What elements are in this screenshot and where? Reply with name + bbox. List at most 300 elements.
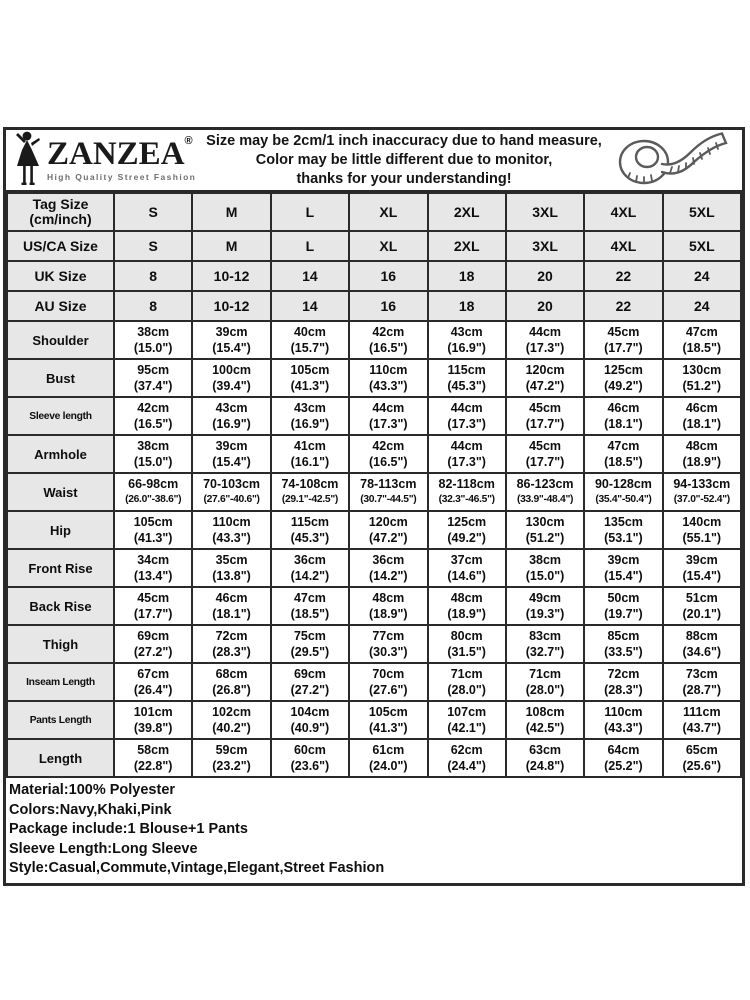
cell-line: 120cm — [525, 363, 565, 377]
size-cell — [584, 321, 662, 359]
size-cell — [584, 291, 662, 321]
cell-line: 88cm — [685, 629, 718, 643]
cell-line: S — [148, 204, 158, 220]
size-cell — [663, 587, 741, 625]
cell-line: 69cm — [293, 667, 326, 681]
cell-line: 36cm — [293, 553, 326, 567]
cell-line: M — [225, 238, 238, 254]
cell-line: 69cm — [137, 629, 170, 643]
size-cell — [271, 193, 349, 231]
size-cell — [271, 231, 349, 261]
cell-line: 110cm — [369, 363, 408, 377]
cell-line: 105cm — [133, 515, 173, 529]
cell-line: 120cm — [368, 515, 408, 529]
size-cell — [663, 625, 741, 663]
size-cell — [114, 587, 192, 625]
size-cell — [506, 231, 584, 261]
cell-line: (24.8") — [525, 759, 565, 773]
cell-line: (41.3") — [290, 379, 330, 393]
cell-line: AU Size — [34, 297, 87, 314]
size-cell — [663, 511, 741, 549]
cell-line: (40.9") — [290, 721, 330, 735]
cell-line: Inseam Length — [26, 676, 95, 688]
cell-line: (39.4") — [212, 379, 251, 393]
row-label — [7, 261, 114, 291]
cell-line: 140cm — [682, 515, 722, 529]
size-cell — [271, 473, 349, 511]
table-row — [7, 511, 741, 549]
cell-line: 60cm — [293, 743, 326, 757]
cell-line: 20 — [537, 298, 553, 314]
size-cell — [192, 663, 270, 701]
cell-line: Length — [38, 750, 83, 766]
size-cell — [271, 663, 349, 701]
cell-line: 24 — [694, 268, 710, 284]
cell-line: (14.6") — [447, 569, 486, 583]
cell-line: (13.4") — [133, 569, 173, 583]
size-cell — [584, 473, 662, 511]
cell-line: 43cm — [293, 401, 326, 415]
cell-line: 16 — [380, 298, 397, 314]
cell-line: S — [148, 238, 158, 254]
size-cell — [114, 701, 192, 739]
size-cell — [506, 321, 584, 359]
cell-line: (53.1") — [604, 531, 643, 545]
size-cell — [114, 261, 192, 291]
cell-line: (19.3") — [525, 607, 565, 621]
size-cell — [349, 435, 427, 473]
cell-line: (29.5") — [290, 645, 330, 659]
cell-line: (18.1") — [604, 417, 643, 431]
cell-line: (16.9") — [447, 341, 486, 355]
brand-text — [47, 135, 197, 183]
cell-line: 70cm — [372, 667, 405, 681]
tape-measure-icon — [604, 132, 742, 188]
size-cell — [271, 359, 349, 397]
cell-line: 51cm — [685, 591, 718, 605]
size-cell — [114, 291, 192, 321]
cell-line: (18.9") — [369, 607, 408, 621]
size-cell — [349, 321, 427, 359]
cell-line: (41.3") — [133, 531, 173, 545]
cell-line: 65cm — [685, 743, 718, 757]
cell-line: 61cm — [372, 743, 405, 757]
cell-line: (22.8") — [133, 759, 173, 773]
cell-line: (17.3") — [447, 455, 486, 469]
size-cell — [584, 701, 662, 739]
cell-line: 105cm — [290, 363, 330, 377]
size-cell — [428, 231, 506, 261]
cell-line: (18.9") — [447, 607, 486, 621]
size-cell — [114, 549, 192, 587]
cell-line: 18 — [458, 268, 475, 284]
size-cell — [584, 625, 662, 663]
size-cell — [192, 321, 270, 359]
cell-line: (18.1") — [212, 607, 251, 621]
size-cell — [506, 291, 584, 321]
size-cell — [271, 549, 349, 587]
note-line: Style:Casual,Commute,Vintage,Elegant,Street Fashion — [9, 860, 385, 876]
cell-line: 45cm — [529, 439, 562, 453]
cell-line: 135cm — [603, 515, 643, 529]
size-cell — [349, 511, 427, 549]
note-line: Sleeve Length:Long Sleeve — [9, 840, 198, 857]
cell-line: 36cm — [372, 553, 405, 567]
size-cell — [114, 511, 192, 549]
size-cell — [584, 435, 662, 473]
size-cell — [271, 511, 349, 549]
cell-line: (55.1") — [682, 531, 722, 545]
cell-line: (24.0") — [369, 759, 408, 773]
size-cell — [428, 663, 506, 701]
cell-line: (49.2") — [604, 379, 643, 393]
cell-line: L — [305, 238, 315, 254]
cell-line: 78-113cm — [360, 477, 417, 491]
cell-line: 4XL — [610, 204, 637, 220]
cell-line: (18.1") — [682, 417, 722, 431]
cell-line: 62cm — [450, 743, 483, 757]
row-label — [7, 321, 114, 359]
table-row — [7, 701, 741, 739]
cell-line: (41.3") — [369, 721, 408, 735]
cell-line: (17.7") — [525, 417, 565, 431]
size-cell — [584, 397, 662, 435]
cell-line: 72cm — [215, 629, 248, 643]
cell-line: 5XL — [688, 204, 715, 220]
cell-line: (51.2") — [682, 379, 722, 393]
cell-line: 71cm — [529, 667, 562, 681]
size-cell — [114, 193, 192, 231]
cell-line: (26.8") — [212, 683, 251, 697]
cell-line: (28.3") — [212, 645, 251, 659]
cell-line: 48cm — [685, 439, 718, 453]
brand-name: ZANZEA — [47, 136, 185, 173]
cell-line: 48cm — [450, 591, 483, 605]
cell-line: 22 — [615, 298, 632, 314]
cell-line: (17.7") — [133, 607, 173, 621]
size-cell — [192, 511, 270, 549]
table-row — [7, 291, 741, 321]
cell-line: 39cm — [685, 553, 718, 567]
size-cell — [349, 397, 427, 435]
size-cell — [192, 359, 270, 397]
cell-line: Front Rise — [28, 560, 93, 576]
size-cell — [584, 193, 662, 231]
cell-line: (25.6") — [682, 759, 722, 773]
size-table — [6, 192, 742, 778]
cell-line: 10-12 — [213, 298, 250, 314]
cell-line: 41cm — [293, 439, 326, 453]
cell-line: (27.2") — [290, 683, 330, 697]
size-cell — [663, 231, 741, 261]
cell-line: 49cm — [529, 591, 562, 605]
row-label — [7, 473, 114, 511]
size-cell — [584, 359, 662, 397]
cell-line: 5XL — [688, 238, 715, 254]
cell-line: 18 — [458, 298, 475, 314]
cell-line: (18.9") — [682, 455, 722, 469]
cell-line: 77cm — [372, 629, 405, 643]
cell-line: (31.5") — [447, 645, 486, 659]
size-cell — [349, 625, 427, 663]
size-cell — [271, 261, 349, 291]
cell-line: 38cm — [137, 439, 170, 453]
cell-line: 39cm — [215, 325, 248, 339]
cell-line: (15.4") — [212, 341, 251, 355]
cell-line: 47cm — [293, 591, 326, 605]
cell-line: 3XL — [532, 238, 558, 254]
header — [6, 130, 742, 192]
table-row — [7, 359, 741, 397]
size-cell — [663, 663, 741, 701]
table-row — [7, 473, 741, 511]
size-cell — [663, 291, 741, 321]
row-label — [7, 549, 114, 587]
cell-line: (43.3") — [212, 531, 251, 545]
disclaimer-line: thanks for your understanding! — [296, 170, 512, 187]
size-cell — [192, 587, 270, 625]
cell-line: 8 — [149, 298, 158, 314]
cell-line: 64cm — [607, 743, 640, 757]
cell-line: (16.5") — [369, 341, 408, 355]
table-row — [7, 231, 741, 261]
cell-line: 46cm — [607, 401, 640, 415]
size-cell — [663, 435, 741, 473]
cell-line: 115cm — [447, 363, 486, 377]
size-cell — [428, 739, 506, 777]
cell-line: (16.9") — [212, 417, 251, 431]
size-cell — [506, 701, 584, 739]
size-cell — [506, 587, 584, 625]
cell-line: (40.2") — [212, 721, 251, 735]
cell-line: (18.5") — [604, 455, 643, 469]
cell-line: 67cm — [137, 667, 170, 681]
cell-line: 82-118cm — [438, 477, 495, 491]
cell-line: 46cm — [685, 401, 718, 415]
cell-line: 102cm — [212, 705, 252, 719]
size-cell — [192, 261, 270, 291]
cell-line: 44cm — [450, 439, 483, 453]
size-cell — [663, 193, 741, 231]
table-row — [7, 587, 741, 625]
size-cell — [663, 261, 741, 291]
size-cell — [506, 625, 584, 663]
cell-line: (24.4") — [447, 759, 486, 773]
cell-line: (47.2") — [369, 531, 408, 545]
cell-line: 44cm — [450, 401, 483, 415]
size-cell — [192, 435, 270, 473]
size-cell — [271, 701, 349, 739]
size-cell — [428, 359, 506, 397]
cell-line: 70-103cm — [203, 477, 261, 491]
disclaimer-line: Size may be 2cm/1 inch inaccuracy due to hand measure, — [206, 132, 602, 149]
size-cell — [349, 549, 427, 587]
cell-line: 107cm — [447, 705, 487, 719]
cell-line: 4XL — [610, 238, 637, 254]
cell-line: 73cm — [685, 667, 718, 681]
cell-line: 48cm — [372, 591, 405, 605]
size-cell — [663, 321, 741, 359]
size-cell — [663, 549, 741, 587]
size-cell — [428, 321, 506, 359]
table-row — [7, 549, 741, 587]
cell-line: 38cm — [137, 325, 170, 339]
note-line: Package include:1 Blouse+1 Pants — [9, 821, 248, 837]
size-cell — [506, 193, 584, 231]
row-label — [7, 511, 114, 549]
cell-line: 100cm — [212, 363, 252, 377]
cell-line: (15.4") — [212, 455, 251, 469]
cell-line: 63cm — [529, 743, 562, 757]
size-cell — [663, 701, 741, 739]
cell-line: 85cm — [607, 629, 640, 643]
cell-line: 72cm — [607, 667, 640, 681]
disclaimer-line: Color may be little different due to monitor, — [255, 151, 553, 168]
cell-line: (17.3") — [369, 417, 408, 431]
size-cell — [506, 261, 584, 291]
cell-line: (30.3") — [369, 645, 408, 659]
size-cell — [428, 261, 506, 291]
row-label — [7, 231, 114, 261]
cell-line: Bust — [46, 370, 75, 386]
row-label — [7, 701, 114, 739]
cell-line: (45.3") — [290, 531, 330, 545]
size-chart-sheet — [3, 127, 745, 886]
cell-line: 47cm — [685, 325, 718, 339]
cell-line: 14 — [302, 298, 318, 314]
cell-line: 10-12 — [213, 268, 250, 284]
table-row — [7, 261, 741, 291]
size-cell — [349, 231, 427, 261]
size-cell — [114, 359, 192, 397]
brand-tagline: High Quality Street Fashion — [47, 172, 197, 183]
cell-line: 43cm — [215, 401, 248, 415]
table-row — [7, 739, 741, 777]
cell-line: (37.0"-52.4") — [673, 494, 730, 505]
cell-line: (17.7") — [525, 455, 565, 469]
cell-line: 80cm — [450, 629, 483, 643]
cell-line: 44cm — [372, 401, 405, 415]
cell-line: (33.5") — [604, 645, 643, 659]
notes-box — [6, 778, 742, 883]
cell-line: (15.4") — [604, 569, 643, 583]
cell-line: (23.2") — [212, 759, 251, 773]
size-cell — [506, 397, 584, 435]
cell-line: Pants Length — [29, 714, 92, 726]
cell-line: (cm/inch) — [29, 211, 92, 227]
cell-line: Hip — [50, 522, 71, 538]
row-label — [7, 397, 114, 435]
cell-line: 101cm — [133, 705, 173, 719]
row-label — [7, 625, 114, 663]
note-line: Material:100% Polyester — [9, 782, 176, 798]
size-cell — [584, 511, 662, 549]
size-cell — [192, 193, 270, 231]
cell-line: 39cm — [607, 553, 640, 567]
cell-line: 42cm — [372, 325, 405, 339]
cell-line: (13.8") — [212, 569, 251, 583]
cell-line: 22 — [615, 268, 632, 284]
size-cell — [349, 261, 427, 291]
size-cell — [506, 435, 584, 473]
size-cell — [271, 291, 349, 321]
cell-line: (16.5") — [133, 417, 173, 431]
cell-line: 83cm — [529, 629, 562, 643]
cell-line: (43.3") — [369, 379, 408, 393]
size-cell — [584, 663, 662, 701]
row-label — [7, 739, 114, 777]
cell-line: Armhole — [34, 446, 87, 462]
cell-line: 38cm — [529, 553, 562, 567]
cell-line: 16 — [380, 268, 397, 284]
table-row — [7, 321, 741, 359]
cell-line: (37.4") — [133, 379, 173, 393]
cell-line: (32.7") — [525, 645, 565, 659]
size-cell — [114, 473, 192, 511]
row-label — [7, 587, 114, 625]
cell-line: (28.3") — [604, 683, 643, 697]
size-cell — [663, 739, 741, 777]
cell-line: Waist — [43, 484, 78, 500]
cell-line: (15.0") — [525, 569, 565, 583]
size-cell — [584, 231, 662, 261]
cell-line: (17.3") — [447, 417, 486, 431]
size-cell — [114, 663, 192, 701]
table-row — [7, 193, 741, 231]
registered-trademark: ® — [184, 135, 193, 148]
size-cell — [349, 291, 427, 321]
size-cell — [192, 397, 270, 435]
cell-line: Back Rise — [29, 598, 92, 614]
cell-line: (14.2") — [369, 569, 408, 583]
cell-line: (27.2") — [133, 645, 173, 659]
size-cell — [114, 231, 192, 261]
cell-line: Sleeve length — [29, 410, 92, 422]
cell-line: (25.2") — [604, 759, 643, 773]
cell-line: 94-133cm — [673, 477, 731, 491]
size-cell — [349, 193, 427, 231]
cell-line: (29.1"-42.5") — [281, 494, 339, 505]
cell-line: 14 — [302, 268, 318, 284]
size-cell — [428, 701, 506, 739]
cell-line: (15.7") — [290, 341, 330, 355]
cell-line: M — [225, 204, 238, 220]
cell-line: 66-98cm — [128, 477, 179, 491]
cell-line: 45cm — [607, 325, 640, 339]
size-cell — [663, 359, 741, 397]
cell-line: (26.4") — [133, 683, 173, 697]
cell-line: L — [305, 204, 315, 220]
cell-line: (15.0") — [133, 455, 173, 469]
cell-line: (16.5") — [369, 455, 408, 469]
cell-line: 45cm — [529, 401, 562, 415]
cell-line: 115cm — [290, 515, 330, 529]
cell-line: 105cm — [368, 705, 408, 719]
size-cell — [114, 397, 192, 435]
size-table-body — [7, 193, 741, 777]
cell-line: (39.8") — [133, 721, 173, 735]
cell-line: 74-108cm — [281, 477, 339, 491]
size-cell — [192, 625, 270, 663]
cell-line: 104cm — [290, 705, 330, 719]
cell-line: US/CA Size — [23, 237, 98, 254]
cell-line: 86-123cm — [516, 477, 574, 491]
cell-line: (27.6") — [369, 683, 408, 697]
size-cell — [349, 473, 427, 511]
cell-line: Shoulder — [32, 332, 89, 348]
cell-line: (49.2") — [447, 531, 486, 545]
cell-line: (15.4") — [682, 569, 722, 583]
